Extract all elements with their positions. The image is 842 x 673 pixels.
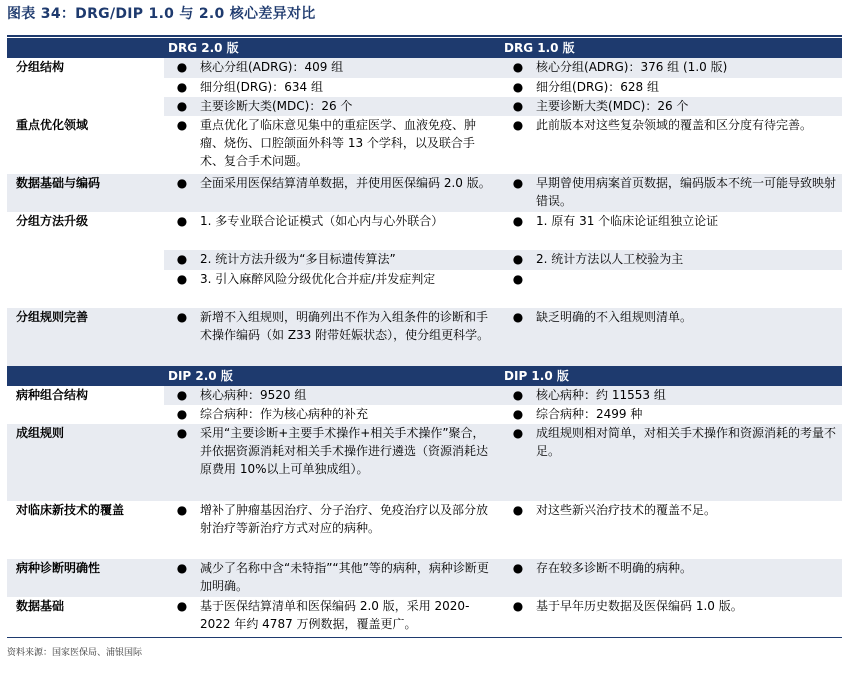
cell-old: 缺乏明确的不入组规则清单。 bbox=[536, 308, 842, 366]
table-row bbox=[7, 308, 842, 366]
table-row bbox=[7, 424, 842, 501]
cell-old: 成组规则相对简单，对相关手术操作和资源消耗的考量不足。 bbox=[536, 424, 842, 501]
bullet: ● bbox=[512, 407, 524, 421]
cell-new: 核心分组(ADRG)：409 组 bbox=[200, 58, 500, 78]
cell-old: 综合病种：2499 种 bbox=[536, 407, 643, 421]
table-row bbox=[7, 386, 842, 405]
row-label: 数据基础 bbox=[16, 599, 65, 613]
cell-old: 对这些新兴治疗技术的覆盖不足。 bbox=[536, 503, 717, 517]
header-dip-old: DIP 1.0 版 bbox=[500, 366, 842, 386]
drg-header-row bbox=[7, 38, 842, 58]
header-blank bbox=[7, 38, 164, 58]
bullet: ● bbox=[164, 424, 200, 501]
bullet: ● bbox=[176, 407, 188, 421]
bullet: ● bbox=[512, 503, 524, 517]
bullet: ● bbox=[500, 386, 536, 405]
cell-old bbox=[536, 270, 842, 308]
cell-new: 综合病种：作为核心病种的补充 bbox=[200, 407, 369, 421]
cell-old: 细分组(DRG)：628 组 bbox=[536, 80, 659, 94]
bullet: ● bbox=[164, 58, 200, 78]
row-label: 成组规则 bbox=[7, 424, 164, 501]
table-row bbox=[7, 58, 842, 78]
cell-old: 基于早年历史数据及医保编码 1.0 版。 bbox=[536, 599, 743, 613]
bullet: ● bbox=[512, 80, 524, 94]
bullet: ● bbox=[164, 97, 200, 116]
bullet: ● bbox=[500, 424, 536, 501]
cell-new: 新增不入组规则，明确列出不作为入组条件的诊断和手术操作编码（如 Z33 附带妊娠状态），使分组更科学。 bbox=[200, 308, 500, 366]
cell-new: 1. 多专业联合论证模式（如心内与心外联合） bbox=[200, 214, 444, 228]
figure-title: 图表 34：DRG/DIP 1.0 与 2.0 核心差异对比 bbox=[7, 6, 316, 22]
bullet: ● bbox=[176, 272, 188, 286]
bullet: ● bbox=[500, 250, 536, 270]
bullet: ● bbox=[512, 272, 524, 286]
cell-new: 3. 引入麻醉风险分级优化合并症/并发症判定 bbox=[200, 272, 436, 286]
dip-header-row bbox=[7, 366, 842, 386]
bottom-rule bbox=[7, 637, 842, 638]
comparison-table bbox=[7, 38, 842, 636]
bullet: ● bbox=[512, 599, 524, 613]
bullet: ● bbox=[500, 559, 536, 597]
bullet: ● bbox=[500, 308, 536, 366]
table-row bbox=[7, 597, 842, 636]
bullet: ● bbox=[176, 214, 188, 228]
row-label: 病种组合结构 bbox=[16, 388, 89, 402]
table-row bbox=[7, 501, 842, 559]
table-row bbox=[7, 116, 842, 174]
header-drg-old: DRG 1.0 版 bbox=[500, 38, 842, 58]
cell-new: 重点优化了临床意见集中的重症医学、血液免疫、肿瘤、烧伤、口腔颌面外科等 13 个学科，以及联合手术、复合手术问题。 bbox=[200, 118, 477, 168]
cell-old: 2. 统计方法以人工校验为主 bbox=[536, 250, 842, 270]
bullet: ● bbox=[164, 386, 200, 405]
bullet: ● bbox=[164, 174, 200, 212]
header-drg-new: DRG 2.0 版 bbox=[164, 38, 500, 58]
cell-old: 早期曾使用病案首页数据，编码版本不统一可能导致映射错误。 bbox=[536, 174, 842, 212]
table-row bbox=[7, 174, 842, 212]
cell-old: 核心分组(ADRG)：376 组 (1.0 版) bbox=[536, 58, 842, 78]
cell-new: 增补了肿瘤基因治疗、分子治疗、免疫治疗以及部分放射治疗等新治疗方式对应的病种。 bbox=[200, 503, 489, 535]
table-row bbox=[7, 559, 842, 597]
cell-new: 基于医保结算清单和医保编码 2.0 版，采用 2020-2022 年约 4787 万例数据，覆盖更广。 bbox=[200, 599, 470, 631]
cell-new: 细分组(DRG)：634 组 bbox=[200, 80, 323, 94]
row-label: 分组规则完善 bbox=[7, 308, 164, 366]
bullet: ● bbox=[176, 118, 188, 132]
cell-old: 1. 原有 31 个临床论证组独立论证 bbox=[536, 214, 719, 228]
top-rule bbox=[7, 35, 842, 37]
cell-new: 采用“主要诊断+主要手术操作+相关手术操作”聚合，并依据资源消耗对相关手术操作进行遴选（资源消耗达原费用 10%以上可单独成组）。 bbox=[200, 424, 500, 501]
bullet: ● bbox=[164, 250, 200, 270]
table-row bbox=[7, 212, 842, 250]
cell-old: 核心病种：约 11553 组 bbox=[536, 386, 842, 405]
bullet: ● bbox=[176, 80, 188, 94]
bullet: ● bbox=[500, 58, 536, 78]
cell-old: 主要诊断大类(MDC)：26 个 bbox=[536, 97, 842, 116]
row-label: 分组结构 bbox=[16, 60, 65, 74]
cell-old: 此前版本对这些复杂领域的覆盖和区分度有待完善。 bbox=[536, 118, 813, 132]
row-label: 分组方法升级 bbox=[16, 214, 89, 228]
row-label: 重点优化领域 bbox=[16, 118, 89, 132]
bullet: ● bbox=[164, 308, 200, 366]
cell-new: 2. 统计方法升级为“多目标遗传算法” bbox=[200, 250, 500, 270]
bullet: ● bbox=[176, 599, 188, 613]
bullet: ● bbox=[500, 174, 536, 212]
row-label: 数据基础与编码 bbox=[7, 174, 164, 212]
cell-old: 存在较多诊断不明确的病种。 bbox=[536, 559, 842, 597]
bullet: ● bbox=[500, 97, 536, 116]
bullet: ● bbox=[512, 118, 524, 132]
bullet: ● bbox=[164, 559, 200, 597]
cell-new: 减少了名称中含“未特指”“其他”等的病种，病种诊断更加明确。 bbox=[200, 559, 500, 597]
header-blank bbox=[7, 366, 164, 386]
bullet: ● bbox=[176, 503, 188, 517]
bullet: ● bbox=[512, 214, 524, 228]
row-label: 对临床新技术的覆盖 bbox=[16, 503, 125, 517]
cell-new: 核心病种：9520 组 bbox=[200, 386, 500, 405]
cell-new: 全面采用医保结算清单数据，并使用医保编码 2.0 版。 bbox=[200, 174, 500, 212]
cell-new: 主要诊断大类(MDC)：26 个 bbox=[200, 97, 500, 116]
source-note: 资料来源：国家医保局、浦银国际 bbox=[7, 648, 143, 658]
row-label: 病种诊断明确性 bbox=[7, 559, 164, 597]
header-dip-new: DIP 2.0 版 bbox=[164, 366, 500, 386]
